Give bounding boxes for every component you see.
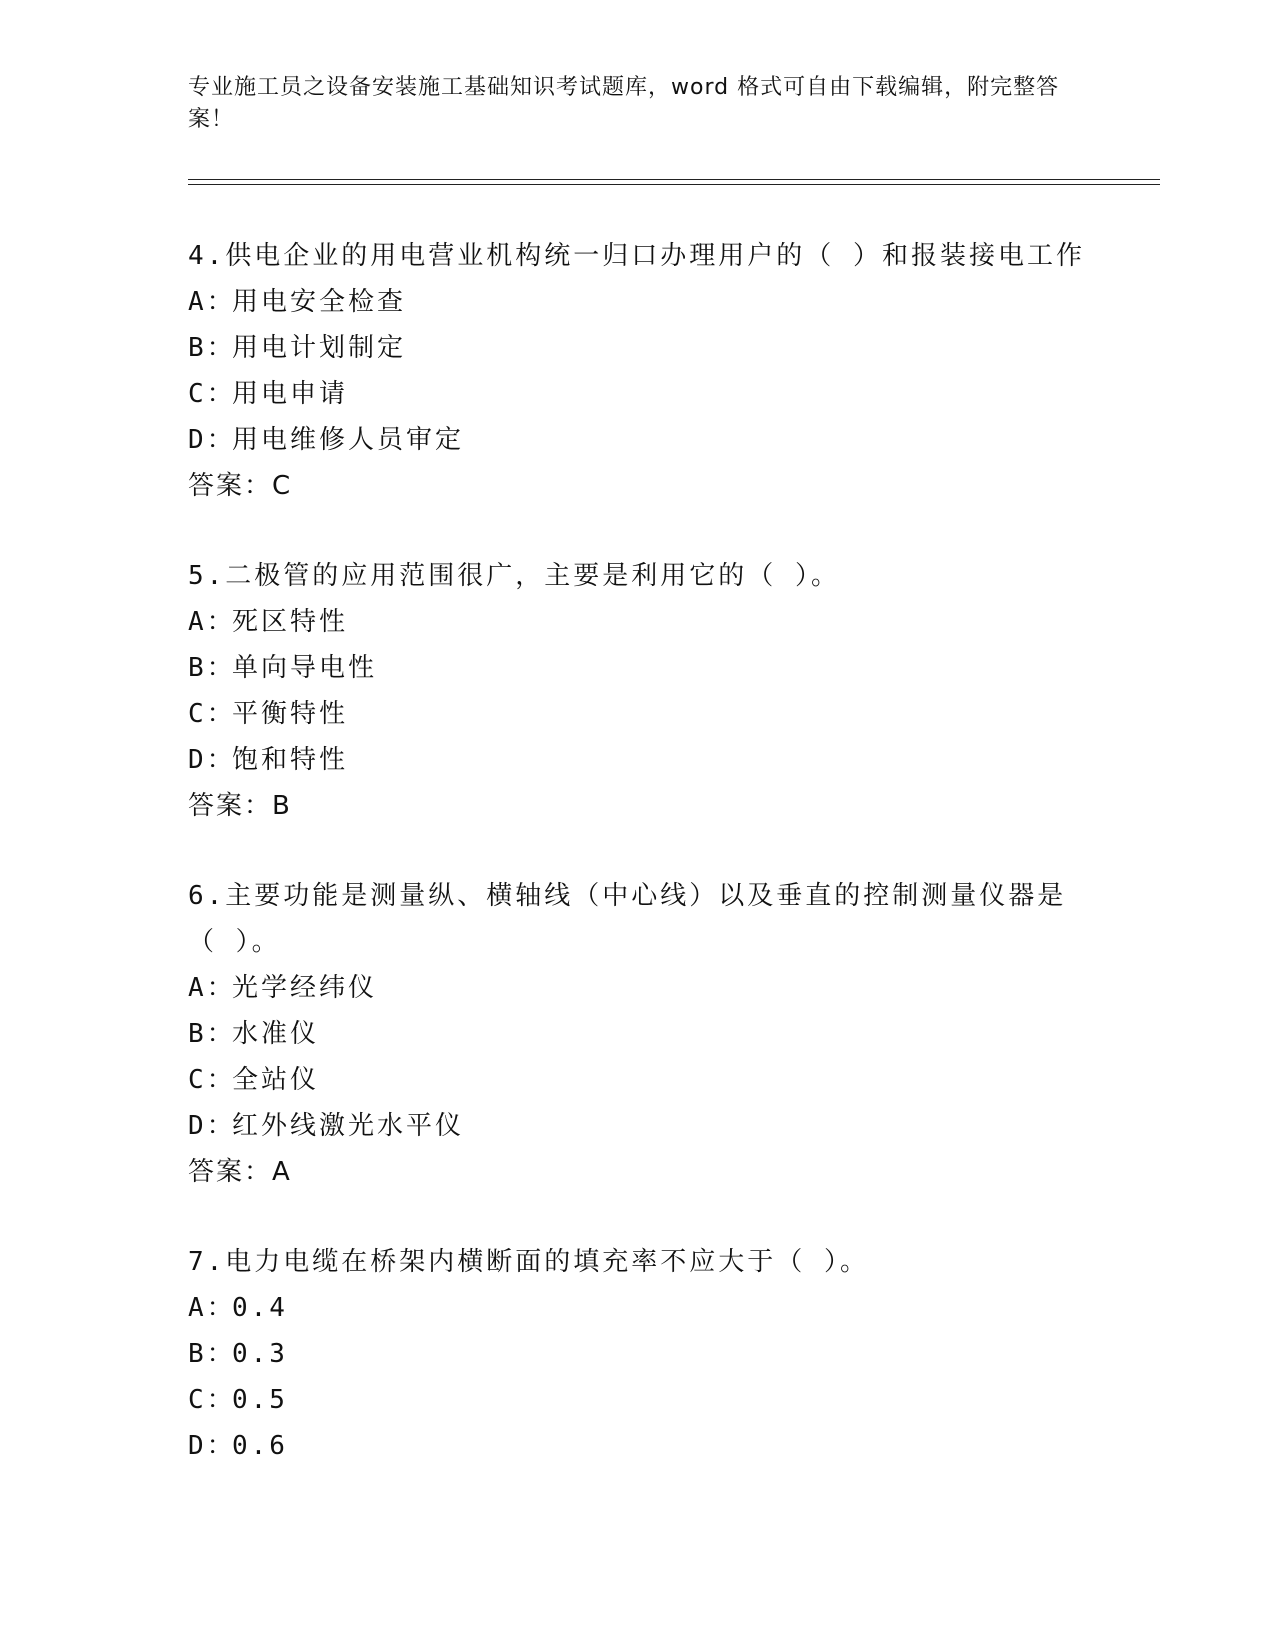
question-4 (188, 233, 1088, 509)
option-text: 用电申请 (232, 379, 349, 409)
option-b (188, 645, 1088, 691)
option-c (188, 371, 1088, 417)
answer-line: 答案：A (188, 1157, 292, 1187)
option-key: B： (188, 653, 236, 683)
document-header: 专业施工员之设备安装施工基础知识考试题库，word 格式可自由下载编辑，附完整答案！ (188, 75, 1060, 132)
option-text: 红外线激光水平仪 (232, 1111, 465, 1141)
option-c (188, 691, 1088, 737)
option-text: 光学经纬仪 (232, 973, 378, 1003)
question-stem: 7.电力电缆在桥架内横断面的填充率不应大于（ ）。 (188, 1247, 869, 1277)
answer-line: 答案：B (188, 791, 292, 821)
option-key: C： (188, 699, 236, 729)
option-key: A： (188, 1293, 236, 1323)
option-key: D： (188, 745, 236, 775)
option-key: B： (188, 1019, 236, 1049)
option-b (188, 1011, 1088, 1057)
question-6 (188, 873, 1088, 1195)
option-text: 用电安全检查 (232, 287, 407, 317)
option-key: A： (188, 607, 236, 637)
option-text: 用电计划制定 (232, 333, 407, 363)
option-text: 0.5 (232, 1385, 288, 1415)
option-a (188, 279, 1088, 325)
option-text: 用电维修人员审定 (232, 425, 465, 455)
option-key: D： (188, 1111, 236, 1141)
option-key: D： (188, 425, 236, 455)
option-a (188, 1285, 1088, 1331)
option-c (188, 1057, 1088, 1103)
header-divider-top (188, 179, 1160, 180)
option-key: C： (188, 379, 236, 409)
question-stem: 5.二极管的应用范围很广，主要是利用它的（ ）。 (188, 561, 840, 591)
question-5 (188, 553, 1088, 829)
option-d (188, 737, 1088, 783)
option-key: B： (188, 1339, 236, 1369)
option-key: A： (188, 973, 236, 1003)
option-text: 水准仪 (232, 1019, 320, 1049)
option-b (188, 1331, 1088, 1377)
option-text: 饱和特性 (232, 745, 349, 775)
option-key: C： (188, 1065, 236, 1095)
option-text: 平衡特性 (232, 699, 349, 729)
option-text: 0.6 (232, 1431, 288, 1461)
option-b (188, 325, 1088, 371)
option-text: 单向导电性 (232, 653, 378, 683)
option-text: 全站仪 (232, 1065, 320, 1095)
question-7 (188, 1239, 1088, 1469)
option-key: B： (188, 333, 236, 363)
question-stem: 4.供电企业的用电营业机构统一归口办理用户的（ ）和报装接电工作 (188, 241, 1085, 271)
option-c (188, 1377, 1088, 1423)
option-key: D： (188, 1431, 236, 1461)
option-key: C： (188, 1385, 236, 1415)
option-text: 死区特性 (232, 607, 349, 637)
question-stem: 6.主要功能是测量纵、横轴线（中心线）以及垂直的控制测量仪器是（ ）。 (188, 881, 1067, 957)
option-a (188, 599, 1088, 645)
option-d (188, 417, 1088, 463)
option-a (188, 965, 1088, 1011)
option-text: 0.3 (232, 1339, 288, 1369)
option-text: 0.4 (232, 1293, 288, 1323)
option-d (188, 1423, 1088, 1469)
answer-line: 答案：C (188, 471, 293, 501)
header-divider-bottom (188, 184, 1160, 185)
option-d (188, 1103, 1088, 1149)
option-key: A： (188, 287, 236, 317)
